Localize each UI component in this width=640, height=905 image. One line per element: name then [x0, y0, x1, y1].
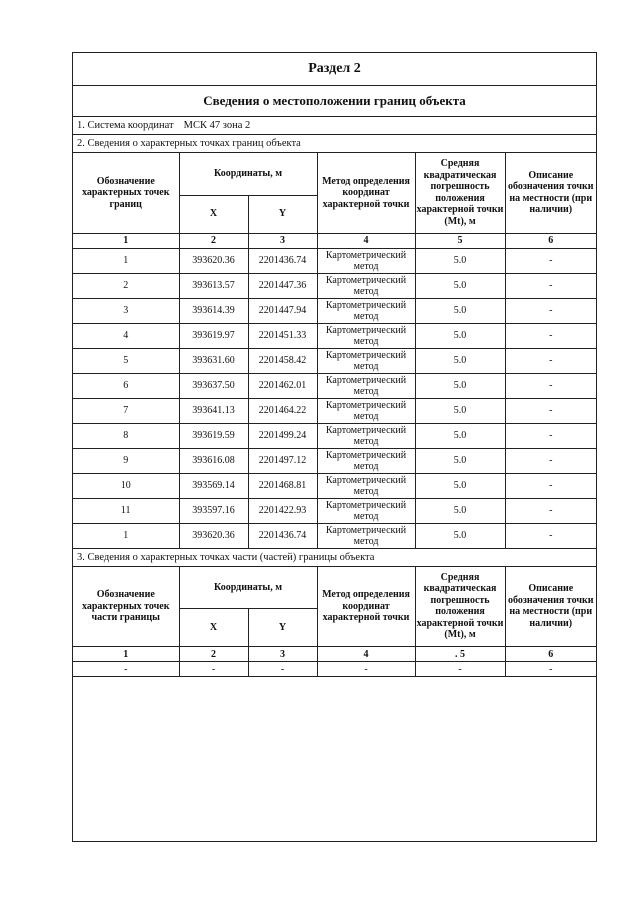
x-coordinate-cell: 393613.57: [179, 273, 248, 298]
header-method: Метод определения координат характерной точки: [317, 567, 415, 647]
point-number-cell: 7: [73, 398, 179, 423]
point-number-cell: 1: [73, 523, 179, 548]
table-row: [73, 448, 596, 473]
description-cell: -: [505, 273, 596, 298]
description-cell: -: [505, 373, 596, 398]
point-number-cell: 11: [73, 498, 179, 523]
x-coordinate-cell: -: [179, 662, 248, 677]
column-number: 2: [179, 647, 248, 662]
x-coordinate-cell: 393597.16: [179, 498, 248, 523]
column-number: 3: [248, 233, 317, 248]
table-row: [73, 273, 596, 298]
accuracy-cell: 5.0: [415, 298, 505, 323]
table-row: [73, 323, 596, 348]
header-description: Описание обозначения точки на местности (при наличии): [505, 153, 596, 233]
method-cell: Картометрический метод: [317, 448, 415, 473]
table-row: [73, 298, 596, 323]
accuracy-cell: 5.0: [415, 448, 505, 473]
coordinate-system-label: 1. Система координат: [77, 120, 174, 131]
y-coordinate-cell: 2201462.01: [248, 373, 317, 398]
header-accuracy: Средняя квадратическая погрешность положения характерной точки (Mt), м: [415, 567, 505, 647]
x-coordinate-cell: 393631.60: [179, 348, 248, 373]
column-number: 2: [179, 233, 248, 248]
method-cell: Картометрический метод: [317, 398, 415, 423]
y-coordinate-cell: 2201422.93: [248, 498, 317, 523]
point-number-cell: 1: [73, 248, 179, 273]
y-coordinate-cell: 2201447.36: [248, 273, 317, 298]
point-number-cell: 8: [73, 423, 179, 448]
boundary-points-body: [73, 248, 596, 548]
column-number: 1: [73, 647, 179, 662]
point-number-cell: 6: [73, 373, 179, 398]
part-boundary-points-body: [73, 662, 596, 677]
x-coordinate-cell: 393619.97: [179, 323, 248, 348]
description-cell: -: [505, 323, 596, 348]
x-coordinate-cell: 393641.13: [179, 398, 248, 423]
column-number: . 5: [415, 647, 505, 662]
column-number: 6: [505, 233, 596, 248]
x-coordinate-cell: 393569.14: [179, 473, 248, 498]
x-coordinate-cell: 393619.59: [179, 423, 248, 448]
accuracy-cell: 5.0: [415, 423, 505, 448]
description-cell: -: [505, 423, 596, 448]
document-sheet: [72, 52, 597, 842]
method-cell: Картометрический метод: [317, 273, 415, 298]
y-coordinate-cell: 2201468.81: [248, 473, 317, 498]
y-coordinate-cell: 2201436.74: [248, 523, 317, 548]
point-number-cell: 4: [73, 323, 179, 348]
header-method: Метод определения координат характерной точки: [317, 153, 415, 233]
accuracy-cell: 5.0: [415, 273, 505, 298]
method-cell: Картометрический метод: [317, 348, 415, 373]
y-coordinate-cell: 2201464.22: [248, 398, 317, 423]
column-numbers-row: [73, 233, 596, 248]
accuracy-cell: 5.0: [415, 323, 505, 348]
y-coordinate-cell: 2201499.24: [248, 423, 317, 448]
description-cell: -: [505, 498, 596, 523]
table-row: [73, 473, 596, 498]
method-cell: Картометрический метод: [317, 373, 415, 398]
header-point-designation: Обозначение характерных точек части границы: [73, 567, 179, 647]
coordinate-system: [73, 117, 596, 135]
description-cell: -: [505, 348, 596, 373]
y-coordinate-cell: 2201451.33: [248, 323, 317, 348]
table-row: [73, 498, 596, 523]
description-cell: -: [505, 448, 596, 473]
method-cell: Картометрический метод: [317, 423, 415, 448]
table-row: [73, 248, 596, 273]
method-cell: Картометрический метод: [317, 298, 415, 323]
y-coordinate-cell: -: [248, 662, 317, 677]
x-coordinate-cell: 393620.36: [179, 523, 248, 548]
method-cell: Картометрический метод: [317, 523, 415, 548]
description-cell: -: [505, 473, 596, 498]
header-coordinates: Координаты, м: [179, 153, 317, 195]
method-cell: Картометрический метод: [317, 498, 415, 523]
table1-title: 2. Сведения о характерных точках границ объекта: [73, 135, 596, 153]
accuracy-cell: 5.0: [415, 523, 505, 548]
point-number-cell: 9: [73, 448, 179, 473]
column-number: 3: [248, 647, 317, 662]
y-coordinate-cell: 2201497.12: [248, 448, 317, 473]
point-number-cell: 10: [73, 473, 179, 498]
header-coordinates: Координаты, м: [179, 567, 317, 609]
header-point-designation: Обозначение характерных точек границ: [73, 153, 179, 233]
header-x: X: [179, 609, 248, 647]
y-coordinate-cell: 2201447.94: [248, 298, 317, 323]
table-row: [73, 398, 596, 423]
point-number-cell: 3: [73, 298, 179, 323]
header-description: Описание обозначения точки на местности (при наличии): [505, 567, 596, 647]
accuracy-cell: 5.0: [415, 498, 505, 523]
description-cell: -: [505, 523, 596, 548]
description-cell: -: [505, 248, 596, 273]
header-y: Y: [248, 609, 317, 647]
header-accuracy: Средняя квадратическая погрешность положения характерной точки (Mt), м: [415, 153, 505, 233]
table-row: [73, 523, 596, 548]
header-y: Y: [248, 195, 317, 233]
part-boundary-points-table: [73, 567, 596, 678]
y-coordinate-cell: 2201458.42: [248, 348, 317, 373]
accuracy-cell: 5.0: [415, 398, 505, 423]
column-number: 1: [73, 233, 179, 248]
x-coordinate-cell: 393616.08: [179, 448, 248, 473]
method-cell: Картометрический метод: [317, 323, 415, 348]
y-coordinate-cell: 2201436.74: [248, 248, 317, 273]
column-number: 4: [317, 647, 415, 662]
x-coordinate-cell: 393614.39: [179, 298, 248, 323]
accuracy-cell: 5.0: [415, 248, 505, 273]
boundary-points-table: [73, 153, 596, 549]
point-number-cell: 5: [73, 348, 179, 373]
description-cell: -: [505, 662, 596, 677]
x-coordinate-cell: 393620.36: [179, 248, 248, 273]
accuracy-cell: 5.0: [415, 348, 505, 373]
column-number: 6: [505, 647, 596, 662]
section-title: Раздел 2: [73, 53, 596, 86]
table-row: [73, 423, 596, 448]
table-row: [73, 348, 596, 373]
table-row: [73, 373, 596, 398]
coordinate-system-value: МСК 47 зона 2: [183, 120, 251, 131]
column-number: 4: [317, 233, 415, 248]
description-cell: -: [505, 398, 596, 423]
column-numbers-row: [73, 647, 596, 662]
x-coordinate-cell: 393637.50: [179, 373, 248, 398]
section-subtitle: Сведения о местоположении границ объекта: [73, 86, 596, 117]
method-cell: -: [317, 662, 415, 677]
point-number-cell: 2: [73, 273, 179, 298]
table2-title: 3. Сведения о характерных точках части (частей) границы объекта: [73, 549, 596, 567]
method-cell: Картометрический метод: [317, 248, 415, 273]
accuracy-cell: -: [415, 662, 505, 677]
column-number: 5: [415, 233, 505, 248]
table-row: [73, 662, 596, 677]
accuracy-cell: 5.0: [415, 373, 505, 398]
method-cell: Картометрический метод: [317, 473, 415, 498]
header-x: X: [179, 195, 248, 233]
point-number-cell: -: [73, 662, 179, 677]
accuracy-cell: 5.0: [415, 473, 505, 498]
description-cell: -: [505, 298, 596, 323]
